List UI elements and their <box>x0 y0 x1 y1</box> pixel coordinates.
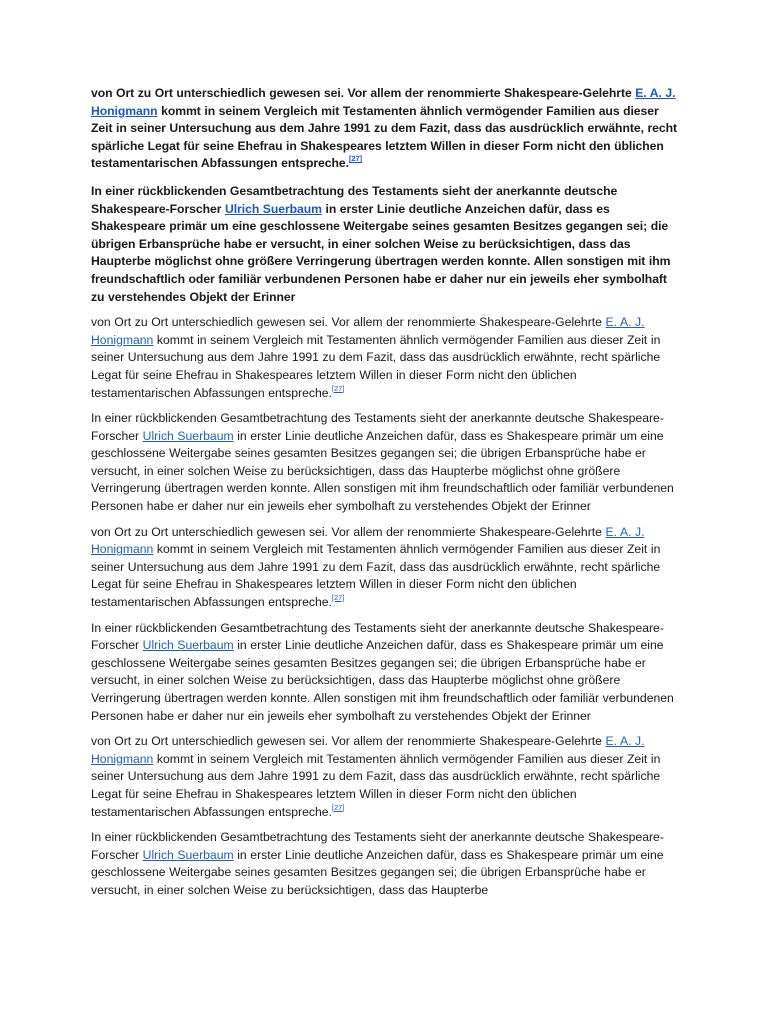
paragraph-text: von Ort zu Ort unterschiedlich gewesen sei. Vor allem der renommierte Shakespeare-Gelehrte <box>91 315 606 330</box>
footnote-ref <box>332 593 345 602</box>
paragraph <box>91 620 678 726</box>
suerbaum-link[interactable]: Ulrich Suerbaum <box>224 201 322 216</box>
footnote-27-link[interactable]: [27] <box>348 154 363 164</box>
footnote-ref <box>332 803 345 812</box>
paragraph-text: in erster Linie deutliche Anzeichen dafür, dass es Shakespeare primär um eine geschlossene Weitergabe seines gesamten Besitzes gegangen sei; die übrigen Erbansprüche habe er versucht, in einer solchen Weise zu berücksichtigen, dass das Haupterbe möglichst ohne größere Verringerung übertragen werden konnte. Allen sonstigen mit ihm freundschaftlich oder familiär verbundenen Personen habe er daher nur ein jeweils eher symbolhaft zu verstehendes Objekt der Erinner <box>91 201 671 304</box>
honigmann-link[interactable]: E. A. J. Honigmann <box>91 86 676 118</box>
paragraph-text: in erster Linie deutliche Anzeichen dafür, dass es Shakespeare primär um eine geschlossene Weitergabe seines gesamten Besitzes gegangen sei; die übrigen Erbansprüche habe er versucht, in einer solchen Weise zu berücksichtigen, dass das Haupterbe möglichst ohne größere Verringerung übertragen werden konnte. Allen sonstigen mit ihm freundschaftlich oder familiär verbundenen Personen habe er daher nur ein jeweils eher symbolhaft zu verstehendes Objekt der Erinner <box>91 638 674 723</box>
honigmann-link[interactable]: E. A. J. Honigmann <box>91 734 645 766</box>
footnote-27-link[interactable]: [27] <box>331 593 345 603</box>
paragraph <box>91 410 678 516</box>
paragraph <box>91 829 678 899</box>
footnote-27-link[interactable]: [27] <box>331 802 345 812</box>
paragraph-text: in erster Linie deutliche Anzeichen dafür, dass es Shakespeare primär um eine geschlossene Weitergabe seines gesamten Besitzes gegangen sei; die übrigen Erbansprüche habe er versucht, in einer solchen Weise zu berücksichtigen, dass das Haupterbe möglichst ohne größere Verringerung übertragen werden konnte. Allen sonstigen mit ihm freundschaftlich oder familiär verbundenen Personen habe er daher nur ein jeweils eher symbolhaft zu verstehendes Objekt der Erinner <box>91 428 674 514</box>
paragraph <box>91 314 678 402</box>
paragraph-text: von Ort zu Ort unterschiedlich gewesen sei. Vor allem der renommierte Shakespeare-Gelehrte <box>91 734 606 749</box>
suerbaum-link[interactable]: Ulrich Suerbaum <box>142 847 234 862</box>
paragraph-text: In einer rückblickenden Gesamtbetrachtung des Testaments sieht der anerkannte deutsche Shakespeare-Forscher <box>91 183 618 216</box>
footnote-27-link[interactable]: [27] <box>331 383 345 393</box>
paragraph-text: In einer rückblickenden Gesamtbetrachtung des Testaments sieht der anerkannte deutsche Shakespeare-Forscher <box>91 411 664 443</box>
suerbaum-link[interactable]: Ulrich Suerbaum <box>142 638 234 653</box>
paragraph-text: kommt in seinem Vergleich mit Testamenten ähnlich vermögender Familien aus dieser Zeit in seiner Untersuchung aus dem Jahre 1991 zu dem Fazit, dass das ausdrücklich erwähnte, recht spärliche Legat für seine Ehefrau in Shakespeares letztem Willen in dieser Form nicht den üblichen testamentarischen Abfassungen entspreche. <box>91 542 661 610</box>
paragraph-text: kommt in seinem Vergleich mit Testamenten ähnlich vermögender Familien aus dieser Zeit in seiner Untersuchung aus dem Jahre 1991 zu dem Fazit, dass das ausdrücklich erwähnte, recht spärliche Legat für seine Ehefrau in Shakespeares letztem Willen in dieser Form nicht den üblichen testamentarischen Abfassungen entspreche. <box>91 751 661 819</box>
honigmann-link[interactable]: E. A. J. Honigmann <box>91 524 645 557</box>
footnote-ref <box>349 154 362 163</box>
footnote-ref <box>332 384 345 393</box>
paragraph <box>91 524 678 612</box>
paragraph-text: von Ort zu Ort unterschiedlich gewesen sei. Vor allem der renommierte Shakespeare-Gelehrte <box>91 524 606 539</box>
honigmann-link[interactable]: E. A. J. Honigmann <box>91 315 645 347</box>
document-body <box>91 85 678 900</box>
bold-paragraph <box>91 85 678 173</box>
bold-paragraph <box>91 183 678 306</box>
paragraph-text: kommt in seinem Vergleich mit Testamenten ähnlich vermögender Familien aus dieser Zeit in seiner Untersuchung aus dem Jahre 1991 zu dem Fazit, dass das ausdrücklich erwähnte, recht spärliche Legat für seine Ehefrau in Shakespeares letztem Willen in dieser Form nicht den üblichen testamentarischen Abfassungen entspreche. <box>91 103 677 171</box>
paragraph-text: In einer rückblickenden Gesamtbetrachtung des Testaments sieht der anerkannte deutsche Shakespeare-Forscher <box>91 830 664 862</box>
paragraph <box>91 733 678 821</box>
suerbaum-link[interactable]: Ulrich Suerbaum <box>142 428 234 443</box>
paragraph-text: In einer rückblickenden Gesamtbetrachtung des Testaments sieht der anerkannte deutsche Shakespeare-Forscher <box>91 620 664 653</box>
paragraph-text: kommt in seinem Vergleich mit Testamenten ähnlich vermögender Familien aus dieser Zeit in seiner Untersuchung aus dem Jahre 1991 zu dem Fazit, dass das ausdrücklich erwähnte, recht spärliche Legat für seine Ehefrau in Shakespeares letztem Willen in dieser Form nicht den üblichen testamentarischen Abfassungen entspreche. <box>91 332 661 400</box>
paragraph-text: in erster Linie deutliche Anzeichen dafür, dass es Shakespeare primär um eine geschlossene Weitergabe seines gesamten Besitzes gegangen sei; die übrigen Erbansprüche habe er versucht, in einer solchen Weise zu berücksichtigen, dass das Haupterbe <box>91 847 664 897</box>
paragraph-text: von Ort zu Ort unterschiedlich gewesen sei. Vor allem der renommierte Shakespeare-Gelehrte <box>91 86 636 100</box>
